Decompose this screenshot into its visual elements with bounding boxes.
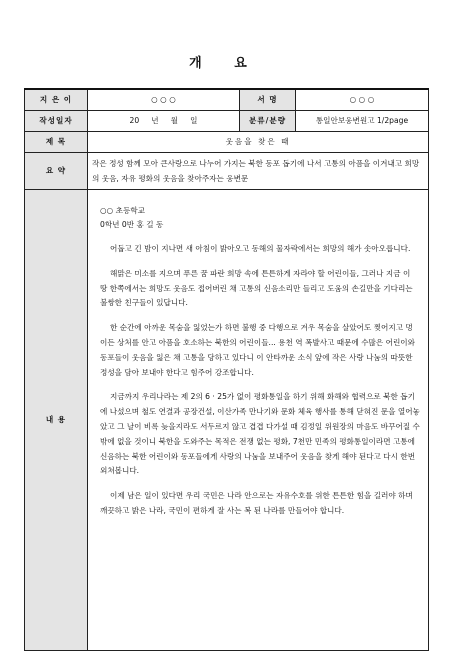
subject-value: 웃음을 찾은 때 <box>88 131 429 152</box>
subject-label: 제 목 <box>25 131 88 152</box>
paragraph: 이제 남은 일이 있다면 우리 국민은 나라 안으로는 자유수호를 위한 튼튼한 힘을 길러야 하며 깨끗하고 밝은 나라, 국민이 편하게 잘 사는 복 된 나라를 만들어야 합니다. <box>100 491 413 516</box>
author-value: ○ ○ ○ <box>88 89 240 110</box>
signature-label: 서 명 <box>240 89 296 110</box>
outline-form-table <box>24 88 429 651</box>
student-name: 0학년 0반 홍 길 동 <box>100 220 164 230</box>
paragraph: 어둡고 긴 밤이 지나면 새 아침이 밝아오고 동해의 물자락에서는 희망의 해가 솟아오릅니다. <box>110 244 411 254</box>
date-value: 20 년 월 일 <box>88 110 240 131</box>
date-row <box>25 110 429 131</box>
summary-label: 요 약 <box>25 152 88 189</box>
content-body <box>88 189 429 650</box>
content-row <box>25 189 429 650</box>
paragraph: 한 순간에 아까운 목숨을 잃었는가 하면 불행 중 다행으로 겨우 목숨을 살았어도 찢어지고 멍이든 상처를 안고 아픔을 호소하는 북한의 어린이들... 용천 역 폭발사고 때문에 수많은 어린이와 동포들이 웃음을 잃은 채 고통을 당하고 있다니 이 안타까운 소식 앞에 작은 사랑 나눔의 따뜻한 정성을 담아 보내야 한다고 힘주어 강조합니다. <box>100 323 415 377</box>
author-label: 지 은 이 <box>25 89 88 110</box>
category-label: 분류/분량 <box>240 110 296 131</box>
page-title: 개 요 <box>189 56 261 71</box>
subject-row <box>25 131 429 152</box>
signature-value: ○ ○ ○ <box>296 89 429 110</box>
paragraph: 지금까지 우리나라는 제 2의 6 · 25가 없이 평화통일을 하기 위해 화해와 협력으로 북한 돕기에 나섰으며 철도 연결과 공장건설, 이산가족 만나기와 문화 체육 행사를 통해 닫혀진 문을 열어놓았고 그 날이 비록 늦을지라도 서두르지 않고 겹겹 다가설 때 김정일 위원장의 마음도 바꾸어질 수밖에 없을 것이니 북한을 도와주는 목적은 전쟁 없는 평화, 7천만 민족의 평화통일이라면 고통에 신음하는 북한 어린이와 동포들에게 사랑의 나눔을 보내주어 웃음을 찾게 해야 된다고 다시 한번 외쳐봅니다. <box>100 392 420 476</box>
paragraph: 해맑은 미소를 지으며 푸른 꿈 파란 희망 속에 튼튼하게 자라야 할 어린이들, 그러나 지금 이 땅 한쪽에서는 희망도 웃음도 접어버린 채 고통의 신음소리만 들리고 도움의 손길만을 기다리는 불쌍한 친구들이 있답니다. <box>100 268 413 308</box>
content-label: 내 용 <box>25 189 88 650</box>
summary-value: 작은 정성 함께 모아 큰사랑으로 나누어 가지는 북한 동포 돕기에 나서 고통의 아픔을 이겨내고 희망의 웃음, 자유 평화의 웃음을 찾아주자는 웅변문 <box>88 152 429 189</box>
date-label: 작성일자 <box>25 110 88 131</box>
author-row <box>25 89 429 110</box>
school-name: ○○ 초등학교 <box>100 205 146 215</box>
category-value: 통일안보웅변원고 1/2page <box>296 110 429 131</box>
summary-row <box>25 152 429 189</box>
